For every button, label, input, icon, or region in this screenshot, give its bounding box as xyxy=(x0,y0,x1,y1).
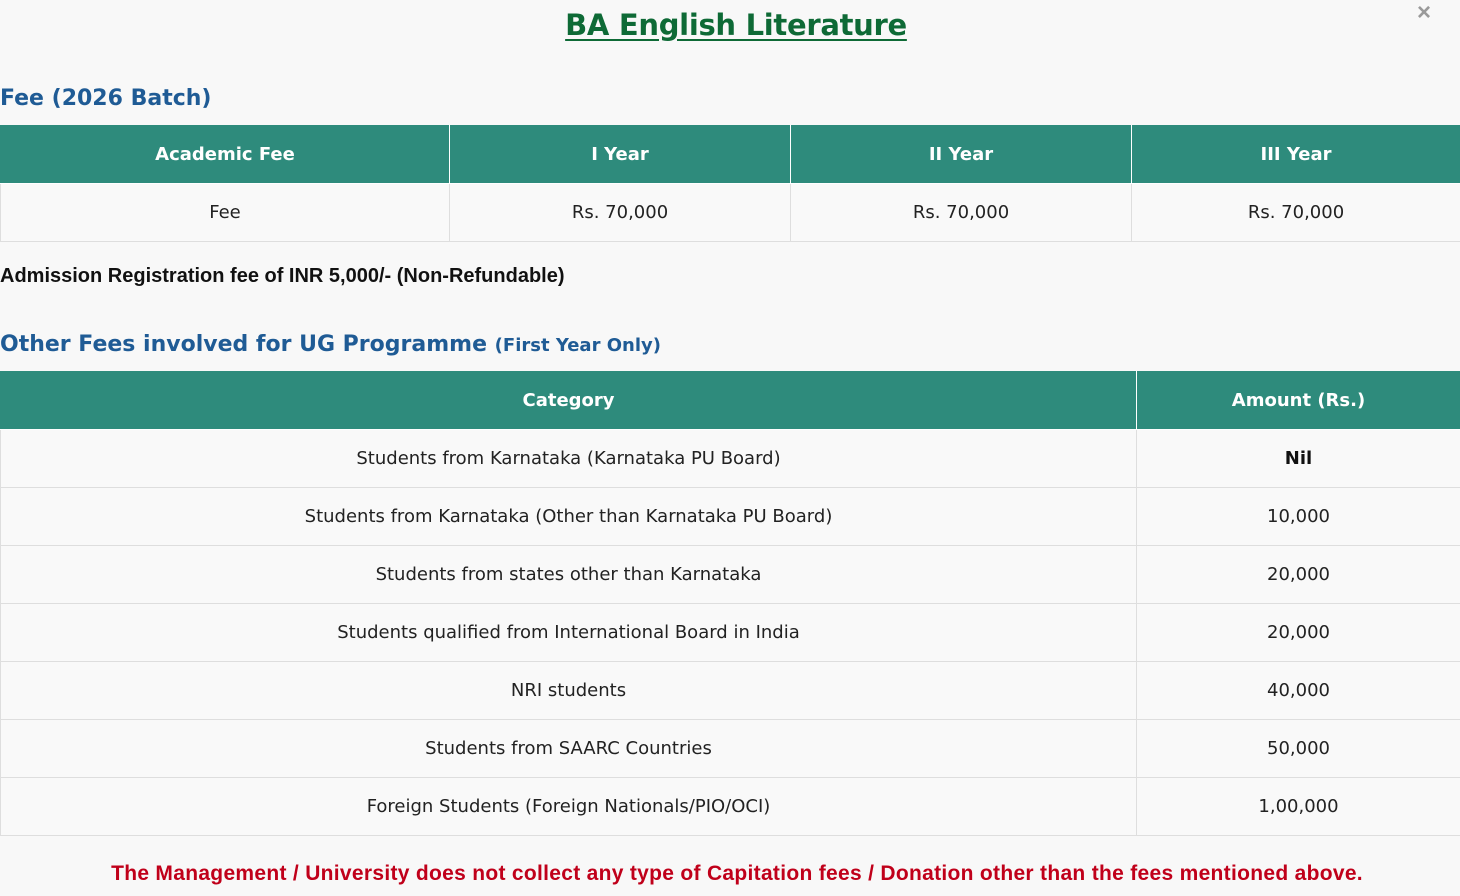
amount-cell: Nil xyxy=(1137,430,1460,488)
table-row xyxy=(1,430,1460,488)
category-cell: Students from states other than Karnataka xyxy=(1,546,1137,604)
amount-cell: 10,000 xyxy=(1137,488,1460,546)
category-cell: Students qualified from International Board in India xyxy=(1,604,1137,662)
other-fees-heading xyxy=(0,332,661,357)
table-row xyxy=(1,184,1460,242)
table-cell: Rs. 70,000 xyxy=(1132,184,1460,242)
fee-section-heading: Fee (2026 Batch) xyxy=(0,86,212,111)
registration-fee-note: Admission Registration fee of INR 5,000/- (Non-Refundable) xyxy=(0,265,565,287)
table-row xyxy=(1,778,1460,836)
table-row xyxy=(1,604,1460,662)
category-cell: Students from Karnataka (Karnataka PU Board) xyxy=(1,430,1137,488)
column-header: Amount (Rs.) xyxy=(1137,372,1460,430)
amount-cell: 40,000 xyxy=(1137,662,1460,720)
amount-cell: 20,000 xyxy=(1137,546,1460,604)
column-header: I Year xyxy=(450,126,791,184)
amount-cell: 20,000 xyxy=(1137,604,1460,662)
page-title: BA English Literature xyxy=(565,8,907,42)
table-header-row xyxy=(1,372,1460,430)
amount-cell: 50,000 xyxy=(1137,720,1460,778)
category-cell: Students from Karnataka (Other than Karnataka PU Board) xyxy=(1,488,1137,546)
table-header-row xyxy=(1,126,1460,184)
table-row xyxy=(1,662,1460,720)
column-header: Academic Fee xyxy=(1,126,450,184)
table-cell: Rs. 70,000 xyxy=(791,184,1132,242)
other-fees-heading-text: Other Fees involved for UG Programme xyxy=(0,332,487,357)
category-cell: Foreign Students (Foreign Nationals/PIO/OCI) xyxy=(1,778,1137,836)
table-cell: Fee xyxy=(1,184,450,242)
table-row xyxy=(1,488,1460,546)
category-cell: NRI students xyxy=(1,662,1137,720)
academic-fee-table xyxy=(0,125,1460,242)
column-header: III Year xyxy=(1132,126,1460,184)
table-row xyxy=(1,720,1460,778)
table-cell: Rs. 70,000 xyxy=(450,184,791,242)
column-header: Category xyxy=(1,372,1137,430)
table-row xyxy=(1,546,1460,604)
other-fees-subheading: (First Year Only) xyxy=(494,335,661,356)
amount-cell: 1,00,000 xyxy=(1137,778,1460,836)
close-icon[interactable]: × xyxy=(1416,0,1431,26)
category-cell: Students from SAARC Countries xyxy=(1,720,1137,778)
capitation-notice: The Management / University does not collect any type of Capitation fees / Donation other than the fees mentioned above. xyxy=(111,862,1363,885)
other-fees-table xyxy=(0,371,1460,836)
column-header: II Year xyxy=(791,126,1132,184)
